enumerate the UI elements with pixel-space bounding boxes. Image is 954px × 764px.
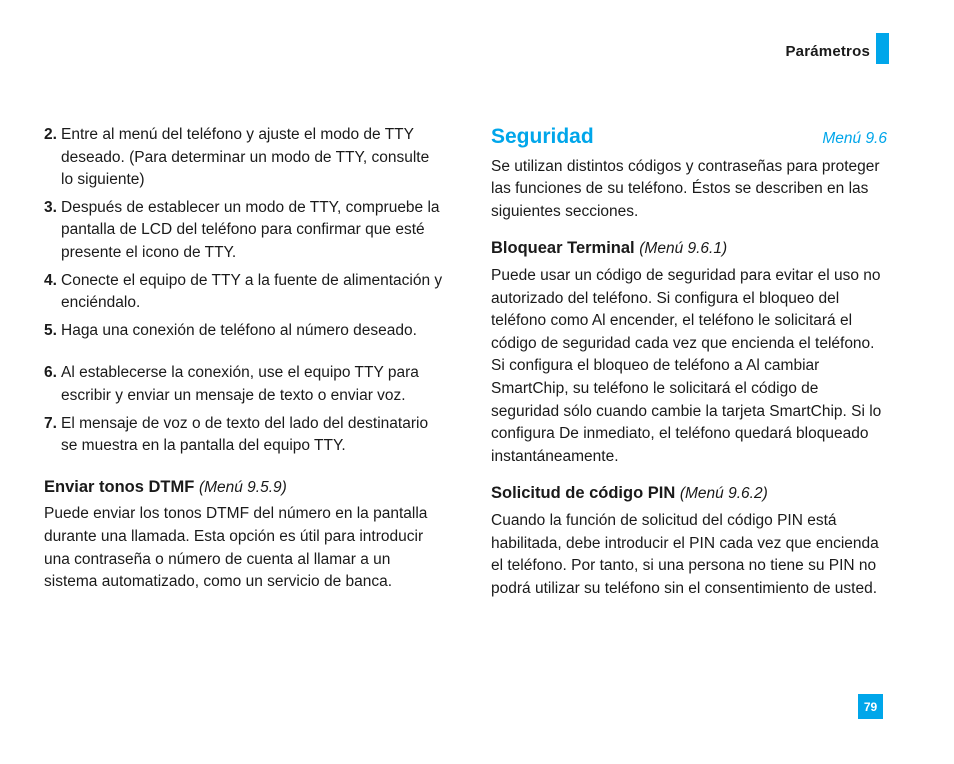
- security-intro: Se utilizan distintos códigos y contraseñas para proteger las funciones de su teléfono. Éstos se describen en las siguientes secciones.: [491, 157, 880, 220]
- step-text: El mensaje de voz o de texto del lado del destinatario se muestra en la pantalla del equipo TTY.: [61, 414, 429, 455]
- list-item: [44, 270, 444, 315]
- list-item: [44, 124, 444, 192]
- page-number-badge: 79: [858, 694, 883, 719]
- list-item: [44, 413, 444, 458]
- list-item: [44, 320, 444, 343]
- tty-steps-list: [44, 124, 444, 458]
- step-text: Al establecerse la conexión, use el equipo TTY para escribir y enviar un mensaje de texto o enviar voz.: [61, 364, 419, 404]
- pin-heading: [491, 482, 887, 506]
- security-title: Seguridad: [491, 125, 594, 148]
- step-text: Entre al menú del teléfono y ajuste el modo de TTY deseado. (Para determinar un modo de TTY, consulte lo siguiente): [61, 126, 430, 189]
- left-column: [44, 124, 444, 594]
- dtmf-section: [44, 476, 444, 594]
- lock-body: Puede usar un código de seguridad para evitar el uso no autorizado del teléfono. Si configura el bloqueo del teléfono como Al encender, el teléfono le solicitará el código de seguridad cada vez que encienda el teléfono. Si configura el bloqueo de teléfono a Al cambiar SmartChip, su teléfono le solicitará el código de seguridad sólo cuando cambie la tarjeta SmartChip. Si lo configura De inmediato, el teléfono quedará bloqueado instantáneamente.: [491, 266, 882, 465]
- header-accent-bar: [876, 33, 889, 64]
- step-text: Después de establecer un modo de TTY, compruebe la pantalla de LCD del teléfono para confirmar que esté presente el icono de TTY.: [61, 198, 440, 261]
- dtmf-menu-ref: (Menú 9.5.9): [198, 478, 287, 496]
- right-column: [491, 124, 887, 614]
- dtmf-title: Enviar tonos DTMF: [44, 477, 195, 496]
- step-number: 3.: [44, 198, 57, 216]
- pin-body: Cuando la función de solicitud del código PIN está habilitada, debe introducir el PIN cada vez que encienda el teléfono. Por tanto, si una persona no tiene su PIN no podrá utilizar su teléfono sin el consentimiento de usted.: [491, 511, 879, 597]
- step-number: 5.: [44, 321, 57, 339]
- dtmf-heading: [44, 476, 444, 500]
- page-header-title: Parámetros: [785, 43, 870, 60]
- pin-menu-ref: (Menú 9.6.2): [679, 485, 768, 503]
- dtmf-body: Puede enviar los tonos DTMF del número en la pantalla durante una llamada. Esta opción es útil para introducir una contraseña o número de cuenta al llamar a un sistema automatizado, como un servicio de banca.: [44, 505, 428, 591]
- step-number: 7.: [44, 414, 57, 432]
- security-heading: [491, 124, 887, 151]
- lock-title: Bloquear Terminal: [491, 239, 635, 258]
- pin-title: Solicitud de código PIN: [491, 484, 676, 503]
- lock-heading: [491, 237, 887, 261]
- step-number: 2.: [44, 126, 57, 143]
- security-menu-ref: Menú 9.6: [822, 130, 887, 147]
- lock-menu-ref: (Menú 9.6.1): [639, 240, 728, 258]
- step-number: 4.: [44, 271, 57, 289]
- lock-section: [491, 237, 887, 468]
- step-number: 6.: [44, 364, 57, 382]
- step-text: Haga una conexión de teléfono al número deseado.: [61, 321, 417, 339]
- step-text: Conecte el equipo de TTY a la fuente de alimentación y enciéndalo.: [61, 271, 443, 312]
- list-item: [44, 197, 444, 265]
- list-item: [44, 362, 444, 407]
- pin-section: [491, 482, 887, 600]
